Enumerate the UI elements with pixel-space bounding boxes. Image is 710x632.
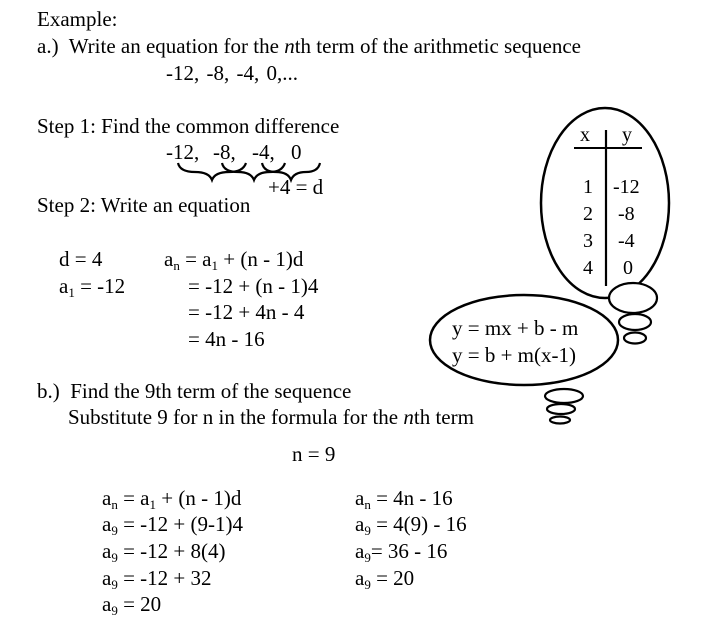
thought-dot-5 bbox=[547, 404, 575, 414]
equation-line-1: $a_n = a_1 + (n - 1)d$ bbox=[164, 247, 304, 273]
right-step-1: $a_n = 4n - 16$ bbox=[355, 486, 453, 512]
thought-dot-3 bbox=[624, 333, 646, 344]
table-x-4: 4 bbox=[583, 257, 593, 279]
table-y-1: -12 bbox=[613, 176, 640, 198]
part-a-prompt-tail: th term of the arithmetic sequence bbox=[294, 34, 582, 58]
part-b-instruction: Substitute 9 for n in the formula for the nth term bbox=[68, 405, 474, 429]
step1-term-3: -4, bbox=[252, 140, 275, 164]
thought-dot-4 bbox=[545, 389, 583, 403]
part-a-label: a.) bbox=[37, 34, 59, 58]
table-x-1: 1 bbox=[583, 176, 593, 198]
right-step-4: $a_9 = 20$ bbox=[355, 566, 415, 592]
table-y-2: -8 bbox=[618, 203, 635, 225]
step1-heading: Step 1: Find the common difference bbox=[37, 114, 340, 138]
step1-term-2: -8, bbox=[213, 140, 236, 164]
equation-line-3: = -12 + 4n - 4 bbox=[188, 300, 305, 324]
left-step-2: $a_9 = -12 + (9-1)4$ bbox=[102, 512, 243, 538]
table-y-3: -4 bbox=[618, 230, 635, 252]
n-value: n = 9 bbox=[292, 442, 336, 466]
step1-term-4: 0 bbox=[291, 140, 302, 164]
right-step-2: $a_9 = 4(9) - 16$ bbox=[355, 512, 467, 538]
given-d: d = 4 bbox=[59, 247, 103, 271]
table-y-4: 0 bbox=[623, 257, 633, 279]
table-header-x: x bbox=[580, 124, 590, 146]
part-b-prompt bbox=[37, 381, 351, 402]
step1-term-1: -12, bbox=[166, 140, 200, 164]
common-difference: +4 = d bbox=[268, 175, 324, 199]
part-a-prompt bbox=[37, 36, 581, 57]
step2-heading: Step 2: Write an equation bbox=[37, 193, 251, 217]
left-step-1: $a_n = a_1 + (n - 1)d$ bbox=[102, 486, 242, 512]
given-a1: $a_1 = -12$ bbox=[59, 274, 126, 300]
table-header-y: y bbox=[622, 124, 632, 146]
left-step-3: $a_9 = -12 + 8(4)$ bbox=[102, 539, 226, 565]
left-step-4: $a_9 = -12 + 32$ bbox=[102, 566, 212, 592]
right-step-3: $a_9= 36 - 16$ bbox=[355, 539, 448, 565]
part-a-prompt-text: Write an equation for the bbox=[68, 34, 285, 58]
formula-line-2: y = b + m(x-1) bbox=[452, 343, 577, 367]
nth-variable: n bbox=[284, 34, 295, 58]
thought-dot-1 bbox=[609, 283, 657, 313]
table-x-3: 3 bbox=[583, 230, 593, 252]
formula-thought-bubble bbox=[430, 295, 618, 385]
sequence-text: -12, -8, -4, 0,... bbox=[166, 61, 298, 85]
formula-line-1: y = mx + b - m bbox=[452, 316, 579, 340]
thought-dot-2 bbox=[619, 314, 651, 330]
table-x-2: 2 bbox=[583, 203, 593, 225]
example-label: Example: bbox=[37, 7, 118, 31]
equation-line-4: = 4n - 16 bbox=[188, 327, 265, 351]
equation-line-2: = -12 + (n - 1)4 bbox=[188, 274, 319, 298]
part-b-prompt-text: Find the 9th term of the sequence bbox=[70, 379, 352, 403]
left-step-5: $a_9 = 20$ bbox=[102, 592, 162, 618]
part-b-label: b.) bbox=[37, 379, 60, 403]
thought-dot-6 bbox=[550, 417, 570, 424]
